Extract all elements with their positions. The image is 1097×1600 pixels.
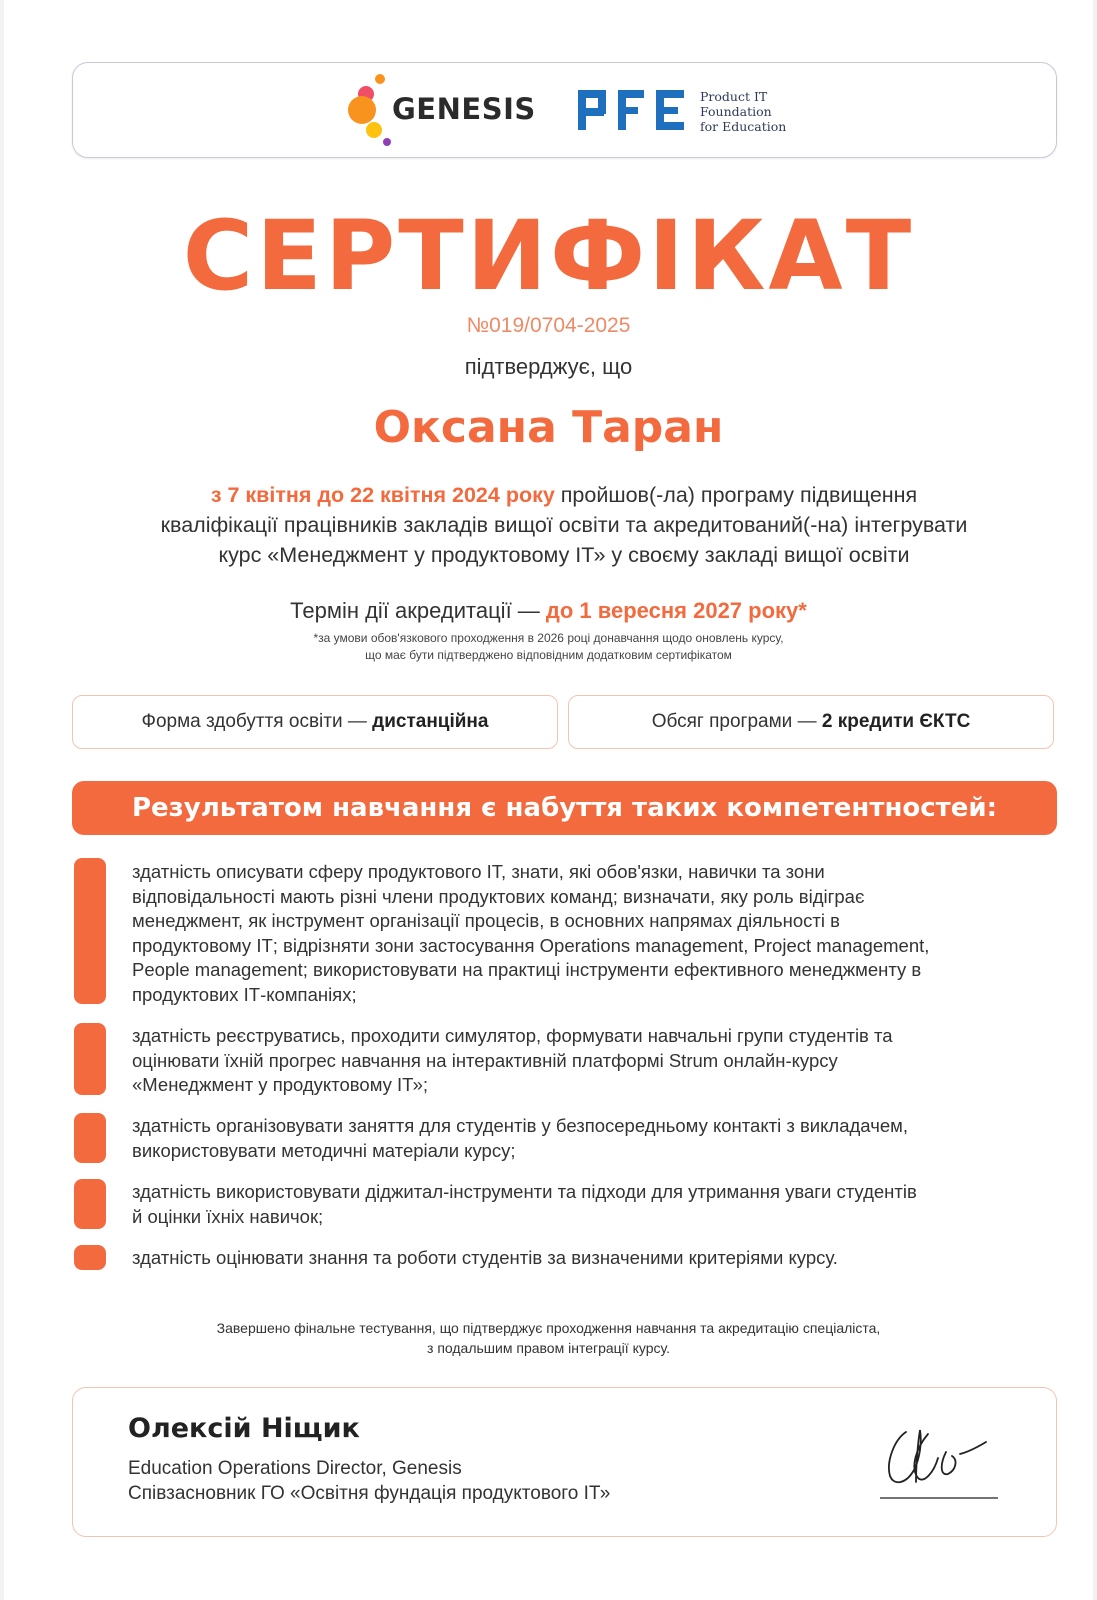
description-line-2: кваліфікації працівників закладів вищої освіти та акредитований(-на) інтегрувати	[160, 513, 968, 537]
accreditation-footnote	[4, 630, 1093, 664]
competency-line: оцінювати їхній прогрес навчання на інтерактивній платформі Strum онлайн-курсу	[132, 1049, 838, 1071]
competency-marker	[74, 858, 106, 1004]
competency-line: здатність реєструватись, проходити симулятор, формувати навчальні групи студентів та	[132, 1025, 893, 1046]
competency-item	[132, 1114, 1062, 1163]
pfe-logo-text	[700, 89, 786, 134]
certificate-page	[4, 0, 1093, 1600]
education-form-value: дистанційна	[372, 711, 489, 732]
genesis-logo-icon	[344, 72, 394, 148]
pfe-line: for Education	[700, 119, 787, 134]
competency-item	[132, 1024, 1062, 1098]
competency-item	[132, 860, 1062, 1008]
signer-roles	[128, 1456, 610, 1506]
accreditation-until: до 1 вересня 2027 року*	[545, 598, 807, 623]
program-description	[64, 480, 1064, 570]
competencies-banner: Результатом навчання є набуття таких компетентностей:	[72, 781, 1057, 835]
final-note-line: Завершено фінальне тестування, що підтверджує проходження навчання та акредитацію спеціаліста,	[216, 1320, 881, 1336]
competency-line: менеджмент, як інструмент організації процесів, в основних напрямах діяльності в	[132, 910, 840, 932]
competency-marker	[74, 1179, 106, 1229]
competency-line: відповідальності мають різні члени продуктових команд; визначати, яку роль відіграє	[132, 885, 865, 907]
competency-marker	[74, 1245, 106, 1270]
competency-line: здатність оцінювати знання та роботи студентів за визначеними критеріями курсу.	[132, 1247, 838, 1268]
competency-marker	[74, 1023, 106, 1095]
competency-line: продуктовому ІТ; відрізняти зони застосування Operations management, Project management,	[132, 934, 930, 956]
description-line-1	[64, 480, 1064, 510]
certificate-number: №019/0704-2025	[466, 314, 631, 337]
signer-role: Співзасновник ГО «Освітня фундація продуктового ІТ»	[128, 1483, 611, 1504]
certificate-title: СЕРТИФІКАТ	[182, 200, 915, 312]
program-volume-label: Обсяг програми —	[651, 711, 822, 732]
signer-name: Олексій Ніщик	[128, 1413, 360, 1444]
signer-role: Education Operations Director, Genesis	[128, 1458, 462, 1479]
competency-item	[132, 1246, 1062, 1271]
confirms-text: підтверджує, що	[464, 354, 633, 379]
footnote-line: що має бути підтверджено відповідним додатковим сертифікатом	[365, 648, 732, 662]
competency-line: People management; використовувати на практиці інструменти ефективного менеджменту в	[132, 959, 922, 981]
pfe-line: Product IT	[700, 89, 768, 104]
accreditation-term	[4, 598, 1093, 624]
recipient-name: Оксана Таран	[373, 402, 724, 453]
competency-item	[132, 1180, 1062, 1229]
accreditation-label: Термін дії акредитації —	[290, 598, 546, 623]
competency-line: здатність описувати сферу продуктового ІТ, знати, які обов'язки, навички та зони	[132, 861, 825, 882]
logo-header	[72, 62, 1057, 158]
genesis-logo-text: GENESIS	[392, 92, 536, 126]
study-period: з 7 квітня до 22 квітня 2024 року	[210, 483, 555, 507]
description-line-1-rest: пройшов(-ла) програму підвищення	[554, 483, 918, 507]
competency-line: «Менеджмент у продуктовому ІТ»;	[132, 1074, 429, 1096]
final-testing-note	[4, 1318, 1093, 1358]
pfe-line: Foundation	[700, 104, 772, 119]
competency-line: й оцінки їхніх навичок;	[132, 1205, 324, 1227]
handwritten-signature	[876, 1412, 1000, 1504]
pfe-logo-icon	[576, 88, 692, 132]
competency-marker	[74, 1113, 106, 1163]
description-line-3: курс «Менеджмент у продуктовому ІТ» у своєму закладі вищої освіти	[218, 543, 910, 567]
final-note-line: з подальшим правом інтеграції курсу.	[427, 1340, 670, 1356]
program-volume-pill	[568, 695, 1054, 749]
footnote-line: *за умови обов'язкового проходження в 2026 році донавчання щодо оновлень курсу,	[313, 631, 784, 645]
education-form-label: Форма здобуття освіти —	[141, 711, 373, 732]
competency-line: продуктових ІТ-компаніях;	[132, 983, 357, 1005]
program-volume-value: 2 кредити ЄКТС	[821, 711, 971, 732]
education-form-pill	[72, 695, 558, 749]
competency-line: здатність організовувати заняття для студентів у безпосередньому контакті з викладачем,	[132, 1115, 908, 1136]
competency-line: здатність використовувати діджитал-інструменти та підходи для утримання уваги студентів	[132, 1181, 917, 1202]
competency-line: використовувати методичні матеріали курсу;	[132, 1139, 516, 1161]
